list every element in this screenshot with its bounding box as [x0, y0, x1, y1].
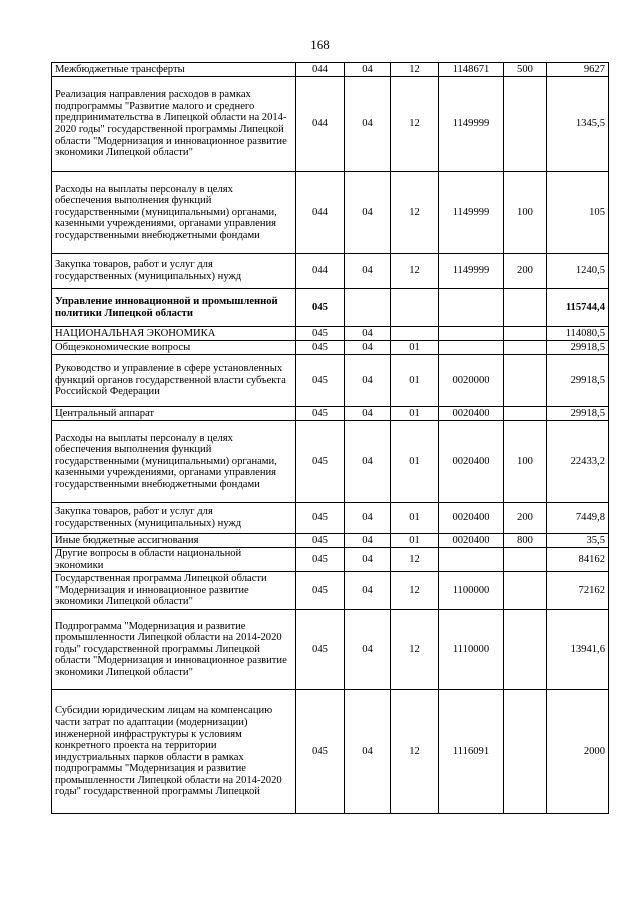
row-expense-type-cell: [504, 572, 547, 610]
table-row: [52, 407, 609, 421]
row-amount-cell: 35,5: [547, 534, 609, 548]
row-section-cell: 04: [345, 327, 391, 341]
table-row: [52, 548, 609, 572]
table-row: [52, 77, 609, 172]
row-name-cell: Управление инновационной и промышленной политики Липецкой области: [52, 289, 296, 327]
row-target-cell: [439, 327, 504, 341]
row-ministry-cell: 045: [296, 289, 345, 327]
row-ministry-cell: 044: [296, 63, 345, 77]
row-amount-cell: 114080,5: [547, 327, 609, 341]
row-ministry-cell: 045: [296, 407, 345, 421]
row-target-cell: 1116091: [439, 690, 504, 814]
table-row: [52, 254, 609, 289]
row-target-cell: 1149999: [439, 254, 504, 289]
row-section-cell: 04: [345, 421, 391, 503]
row-name-cell: Закупка товаров, работ и услуг для государственных (муниципальных) нужд: [52, 254, 296, 289]
row-name-cell: Межбюджетные трансферты: [52, 63, 296, 77]
row-target-cell: [439, 289, 504, 327]
row-expense-type-cell: 500: [504, 63, 547, 77]
row-section-cell: 04: [345, 534, 391, 548]
row-subsection-cell: 01: [391, 534, 439, 548]
row-section-cell: 04: [345, 254, 391, 289]
row-ministry-cell: 044: [296, 77, 345, 172]
row-name-cell: Расходы на выплаты персоналу в целях обеспечения выполнения функций государственными (муниципальными) органами, казенными учреждениями, органами управления государственными внебюджетными фондами: [52, 172, 296, 254]
row-target-cell: [439, 548, 504, 572]
table-row: [52, 355, 609, 407]
table-row: [52, 172, 609, 254]
row-name-cell: Закупка товаров, работ и услуг для государственных (муниципальных) нужд: [52, 503, 296, 534]
row-section-cell: 04: [345, 341, 391, 355]
table-row: [52, 63, 609, 77]
row-amount-cell: 13941,6: [547, 610, 609, 690]
row-expense-type-cell: 800: [504, 534, 547, 548]
row-amount-cell: 84162: [547, 548, 609, 572]
row-amount-cell: 1345,5: [547, 77, 609, 172]
row-expense-type-cell: [504, 690, 547, 814]
row-target-cell: 0020400: [439, 421, 504, 503]
budget-table: [51, 62, 609, 814]
row-target-cell: [439, 341, 504, 355]
row-expense-type-cell: [504, 355, 547, 407]
table-row: [52, 572, 609, 610]
row-subsection-cell: 01: [391, 503, 439, 534]
row-amount-cell: 29918,5: [547, 407, 609, 421]
row-name-cell: Подпрограмма "Модернизация и развитие промышленности Липецкой области на 2014-2020 годы" государственной программы Липецкой области "Модернизация и инновационное развитие экономики Липецкой области": [52, 610, 296, 690]
row-target-cell: 1149999: [439, 77, 504, 172]
row-section-cell: 04: [345, 172, 391, 254]
row-section-cell: 04: [345, 503, 391, 534]
row-subsection-cell: 12: [391, 690, 439, 814]
row-section-cell: 04: [345, 572, 391, 610]
row-amount-cell: 105: [547, 172, 609, 254]
row-amount-cell: 9627: [547, 63, 609, 77]
row-amount-cell: 1240,5: [547, 254, 609, 289]
row-expense-type-cell: [504, 341, 547, 355]
row-expense-type-cell: 200: [504, 254, 547, 289]
table-row: [52, 503, 609, 534]
row-name-cell: Расходы на выплаты персоналу в целях обеспечения выполнения функций государственными (муниципальными) органами, казенными учреждениями, органами управления государственными внебюджетными фондами: [52, 421, 296, 503]
row-subsection-cell: 01: [391, 355, 439, 407]
row-subsection-cell: 12: [391, 172, 439, 254]
row-amount-cell: 7449,8: [547, 503, 609, 534]
row-expense-type-cell: [504, 610, 547, 690]
row-section-cell: 04: [345, 77, 391, 172]
row-expense-type-cell: 100: [504, 172, 547, 254]
row-name-cell: Государственная программа Липецкой области "Модернизация и инновационное развитие экономики Липецкой области": [52, 572, 296, 610]
row-subsection-cell: 12: [391, 254, 439, 289]
row-name-cell: Другие вопросы в области национальной экономики: [52, 548, 296, 572]
row-subsection-cell: 12: [391, 77, 439, 172]
row-section-cell: [345, 289, 391, 327]
row-amount-cell: 2000: [547, 690, 609, 814]
row-subsection-cell: 12: [391, 572, 439, 610]
row-name-cell: НАЦИОНАЛЬНАЯ ЭКОНОМИКА: [52, 327, 296, 341]
row-section-cell: 04: [345, 548, 391, 572]
row-subsection-cell: 12: [391, 610, 439, 690]
table-row: [52, 327, 609, 341]
table-row: [52, 421, 609, 503]
row-ministry-cell: 045: [296, 327, 345, 341]
page-number: 168: [310, 37, 330, 52]
row-name-cell: Иные бюджетные ассигнования: [52, 534, 296, 548]
row-name-cell: Общеэкономические вопросы: [52, 341, 296, 355]
row-section-cell: 04: [345, 63, 391, 77]
row-target-cell: 1100000: [439, 572, 504, 610]
row-expense-type-cell: [504, 548, 547, 572]
table-row: [52, 534, 609, 548]
row-subsection-cell: [391, 289, 439, 327]
row-subsection-cell: 01: [391, 421, 439, 503]
row-amount-cell: 29918,5: [547, 355, 609, 407]
row-target-cell: 0020000: [439, 355, 504, 407]
row-expense-type-cell: [504, 77, 547, 172]
table-row: [52, 341, 609, 355]
row-ministry-cell: 045: [296, 341, 345, 355]
row-amount-cell: 115744,4: [547, 289, 609, 327]
row-target-cell: 1110000: [439, 610, 504, 690]
row-target-cell: 0020400: [439, 534, 504, 548]
row-ministry-cell: 044: [296, 254, 345, 289]
row-name-cell: Центральный аппарат: [52, 407, 296, 421]
table-row: [52, 289, 609, 327]
row-subsection-cell: 01: [391, 407, 439, 421]
row-name-cell: Реализация направления расходов в рамках подпрограммы "Развитие малого и среднего предпринимательства в Липецкой области на 2014-2020 годы" государственной программы Липецкой области "Модернизация и инновационное развитие экономики Липецкой области": [52, 77, 296, 172]
row-subsection-cell: 12: [391, 548, 439, 572]
row-section-cell: 04: [345, 610, 391, 690]
row-expense-type-cell: [504, 327, 547, 341]
row-target-cell: 1149999: [439, 172, 504, 254]
row-target-cell: 0020400: [439, 407, 504, 421]
row-expense-type-cell: [504, 407, 547, 421]
table-row: [52, 610, 609, 690]
row-amount-cell: 29918,5: [547, 341, 609, 355]
row-ministry-cell: 045: [296, 572, 345, 610]
row-target-cell: 1148671: [439, 63, 504, 77]
row-name-cell: Руководство и управление в сфере установленных функций органов государственной власти субъекта Российской Федерации: [52, 355, 296, 407]
row-ministry-cell: 045: [296, 503, 345, 534]
row-ministry-cell: 045: [296, 690, 345, 814]
row-name-cell: Субсидии юридическим лицам на компенсацию части затрат по адаптации (модернизации) инженерной инфраструктуры к условиям конкретного проекта на территории индустриальных парков области в рамках подпрограммы "Модернизация и развитие промышленности Липецкой области на 2014-2020 годы" государственной программы Липецкой: [52, 690, 296, 814]
row-ministry-cell: 045: [296, 610, 345, 690]
row-target-cell: 0020400: [439, 503, 504, 534]
row-subsection-cell: 12: [391, 63, 439, 77]
row-expense-type-cell: 100: [504, 421, 547, 503]
row-ministry-cell: 045: [296, 355, 345, 407]
table-body: [52, 63, 609, 814]
row-section-cell: 04: [345, 407, 391, 421]
row-subsection-cell: 01: [391, 341, 439, 355]
row-ministry-cell: 045: [296, 548, 345, 572]
row-amount-cell: 22433,2: [547, 421, 609, 503]
row-ministry-cell: 045: [296, 421, 345, 503]
row-amount-cell: 72162: [547, 572, 609, 610]
row-expense-type-cell: [504, 289, 547, 327]
row-subsection-cell: [391, 327, 439, 341]
table-row: [52, 690, 609, 814]
row-section-cell: 04: [345, 690, 391, 814]
row-ministry-cell: 045: [296, 534, 345, 548]
row-ministry-cell: 044: [296, 172, 345, 254]
row-section-cell: 04: [345, 355, 391, 407]
row-expense-type-cell: 200: [504, 503, 547, 534]
